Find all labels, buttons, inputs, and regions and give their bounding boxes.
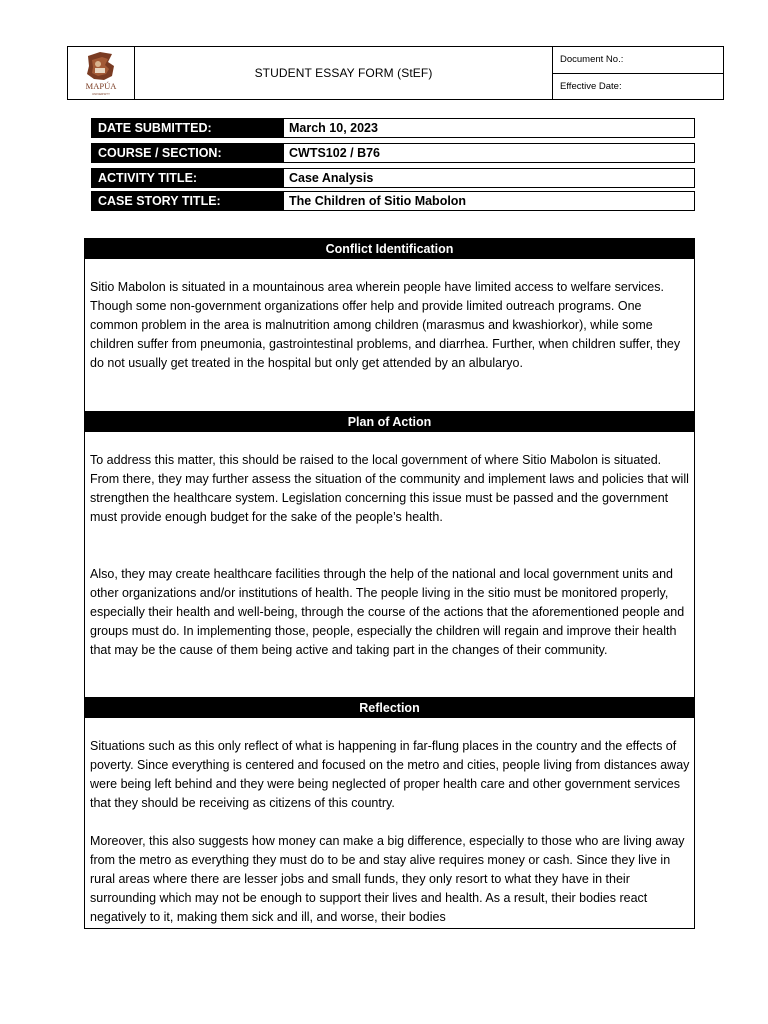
info-value: CWTS102 / B76 [289,146,381,160]
reflection-paragraph-2: Moreover, this also suggests how money can make a big difference, especially to those who are living away from the metro as everything they must do to be and stay alive requires money or cash. Since they live in rural areas where there are lesser jobs and small funds, they only resort to what they have in their surrounding which may not be enough to support their lives and health. As a result, their bodies react negatively to it, making them sick and ill, and worse, their bodies [90,834,685,924]
form-title: STUDENT ESSAY FORM (StEF) [135,47,553,99]
conflict-paragraph: Sitio Mabolon is situated in a mountainous area wherein people have limited access to welfare services. Though some non-government organizations offer help and provide limited outreach programs. One common problem in the area is malnutrition among children (marasmus and kwashiorkor), while some children suffer from pneumonia, gastrointestinal problems, and diarrhea. Further, when children suffer, they do not usually get treated in the hospital but only get attended by an albularyo. [90,280,681,370]
section-header-plan: Plan of Action [84,411,695,432]
form-header [67,46,724,100]
info-row-date [91,118,695,138]
document-info [553,47,723,99]
plan-paragraph-2: Also, they may create healthcare facilities through the help of the national and local government units and other organizations and/or institutions of health. The people living in the sitio must be monitored properly, especially their health and well-being, through the course of the actions that the aforementioned people and groups must do. In implementing those, people, especially the children will regain and improve their health that may be the cause of them being active and taking part in the changes of their community. [90,567,685,657]
reflection-paragraph-1: Situations such as this only reflect of what is happening in far-flung places in the country and the effects of poverty. Since everything is centered and focused on the metro and cities, people living from distances away were being left behind and they were being neglected of proper health care and other government services that they should be receiving as citizens of this country. [90,739,690,810]
svg-text:UNIVERSITY: UNIVERSITY [91,92,111,96]
info-label: COURSE / SECTION: [92,144,284,162]
logo-cell [68,47,135,99]
info-row-course [91,143,695,163]
info-row-case-story [91,191,695,211]
info-label: DATE SUBMITTED: [92,119,284,137]
content-bottom-border [84,928,695,929]
mapua-logo [78,48,124,98]
effective-date-label: Effective Date: [553,73,723,100]
document-no-label: Document No.: [560,54,624,66]
info-label: CASE STORY TITLE: [92,192,284,210]
section-header-conflict: Conflict Identification [84,238,695,259]
section-header-reflection: Reflection [84,697,695,718]
info-value: March 10, 2023 [289,121,378,135]
svg-text:MAPÚA: MAPÚA [85,81,117,91]
info-row-activity [91,168,695,188]
info-value: Case Analysis [289,171,374,185]
info-value: The Children of Sitio Mabolon [289,194,467,208]
info-label: ACTIVITY TITLE: [92,169,284,187]
plan-paragraph-1: To address this matter, this should be raised to the local government of where Sitio Mabolon is situated. From there, they may further assess the situation of the community and implement laws and policies that will strengthen the healthcare system. Legislation concerning this issue must be passed and the government must provide enough budget for the sake of the people’s health. [90,453,689,524]
